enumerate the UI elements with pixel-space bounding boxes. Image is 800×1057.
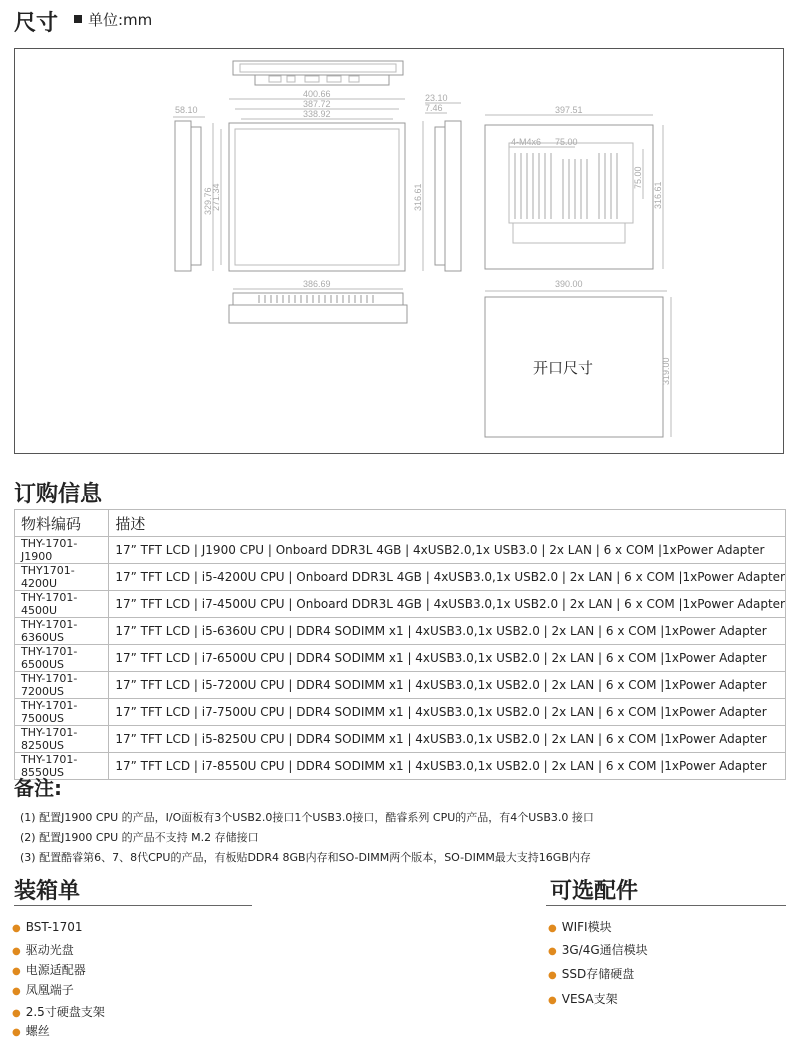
row-code: THY-1701-8250US: [15, 726, 109, 753]
dim-316b: 316.61: [653, 181, 663, 209]
table-row: [15, 618, 786, 645]
row-code: THY-1701-6360US: [15, 618, 109, 645]
unit-label: 单位:mm: [88, 11, 153, 29]
note-3: (3) 配置酷睿第6、7、8代CPU的产品，有板贴DDR4 8GB内存和SO-DIMM两个版本，SO-DIMM最大支持16GB内存: [20, 851, 591, 864]
dim-75v: 75.00: [633, 166, 643, 189]
list-item: ● 凤凰端子: [12, 983, 74, 997]
row-desc: 17” TFT LCD | i7-8550U CPU | DDR4 SODIMM x1 | 4xUSB3.0,1x USB2.0 | 2x LAN | 6 x COM |1xPower Adapter: [109, 753, 786, 780]
dimension-drawing: [14, 48, 784, 454]
table-row: [15, 645, 786, 672]
right-side-view: [413, 93, 461, 271]
dim-387: 387.72: [303, 99, 331, 109]
dot-icon: ●: [12, 966, 21, 977]
dim-390: 390.00: [555, 279, 583, 289]
order-title: 订购信息: [14, 482, 103, 507]
row-code: THY-1701-4500U: [15, 591, 109, 618]
row-desc: 17” TFT LCD | i5-6360U CPU | DDR4 SODIMM x1 | 4xUSB3.0,1x USB2.0 | 2x LAN | 6 x COM |1xPower Adapter: [109, 618, 786, 645]
dot-icon: ●: [12, 946, 21, 957]
dot-icon: ●: [12, 1008, 21, 1019]
dim-329: 329.76: [203, 187, 213, 215]
dim-75: 75.00: [555, 137, 578, 147]
row-code: THY-1701-6500US: [15, 645, 109, 672]
dim-271: 271.34: [211, 183, 221, 211]
list-item: ● 2.5寸硬盘支架: [12, 1005, 105, 1019]
dim-386: 386.69: [303, 279, 331, 289]
table-row: [15, 672, 786, 699]
table-row: [15, 591, 786, 618]
row-desc: 17” TFT LCD | i5-7200U CPU | DDR4 SODIMM x1 | 4xUSB3.0,1x USB2.0 | 2x LAN | 6 x COM |1xPower Adapter: [109, 672, 786, 699]
list-item: ● BST-1701: [12, 920, 83, 934]
row-code: THY-1701-7500US: [15, 699, 109, 726]
notes-title: 备注:: [14, 776, 62, 800]
dot-icon: ●: [12, 923, 21, 934]
row-desc: 17” TFT LCD | i7-6500U CPU | DDR4 SODIMM x1 | 4xUSB3.0,1x USB2.0 | 2x LAN | 6 x COM |1xPower Adapter: [109, 645, 786, 672]
note-2: (2) 配置J1900 CPU 的产品不支持 M.2 存储接口: [20, 831, 259, 844]
row-desc: 17” TFT LCD | J1900 CPU | Onboard DDR3L 4GB | 4xUSB2.0,1x USB3.0 | 2x LAN | 6 x COM |1xPower Adapter: [109, 537, 786, 564]
list-item: ● 3G/4G通信模块: [548, 943, 648, 957]
order-table: [14, 509, 786, 780]
left-side-view: [173, 105, 205, 271]
dim-397: 397.51: [555, 105, 583, 115]
dot-icon: ●: [12, 1027, 21, 1038]
dim-58: 58.10: [175, 105, 198, 115]
bottom-view: [229, 279, 407, 323]
row-desc: 17” TFT LCD | i7-4500U CPU | Onboard DDR3L 4GB | 4xUSB3.0,1x USB2.0 | 2x LAN | 6 x COM |1xPower Adapter: [109, 591, 786, 618]
accessories-title: 可选配件: [550, 879, 639, 904]
table-row: [15, 537, 786, 564]
cutout-label: 开口尺寸: [533, 359, 594, 377]
table-row: [15, 753, 786, 780]
dim-7: 7.46: [425, 103, 443, 113]
list-item: ● WIFI模块: [548, 920, 612, 934]
dot-icon: ●: [12, 986, 21, 997]
dim-319: 319.00: [661, 357, 671, 385]
header-desc: 描述: [109, 510, 786, 537]
packing-title: 装箱单: [14, 879, 81, 904]
technical-drawing: [15, 49, 783, 453]
dim-316a: 316.61: [413, 183, 423, 211]
row-desc: 17” TFT LCD | i5-8250U CPU | DDR4 SODIMM x1 | 4xUSB3.0,1x USB2.0 | 2x LAN | 6 x COM |1xPower Adapter: [109, 726, 786, 753]
row-code: THY-1701-7200US: [15, 672, 109, 699]
packing-divider: [14, 905, 252, 906]
header-code: 物料编码: [15, 510, 109, 537]
dimensions-title: 尺寸: [14, 11, 59, 36]
top-view: [233, 61, 403, 85]
list-item: ● VESA支架: [548, 992, 618, 1006]
dot-icon: ●: [548, 923, 557, 934]
dot-icon: ●: [548, 995, 557, 1006]
dim-400: 400.66: [303, 89, 331, 99]
accessories-divider: [546, 905, 786, 906]
dot-icon: ●: [548, 970, 557, 981]
row-desc: 17” TFT LCD | i7-7500U CPU | DDR4 SODIMM x1 | 4xUSB3.0,1x USB2.0 | 2x LAN | 6 x COM |1xPower Adapter: [109, 699, 786, 726]
dim-23: 23.10: [425, 93, 448, 103]
note-1: (1) 配置J1900 CPU 的产品，I/O面板有3个USB2.0接口1个USB3.0接口，酷睿系列 CPU的产品，有4个USB3.0 接口: [20, 811, 594, 824]
list-item: ● 驱动光盘: [12, 943, 74, 957]
square-bullet-icon: [74, 15, 82, 23]
rear-view: [485, 105, 663, 269]
dim-4m: 4-M4x6: [511, 137, 542, 147]
front-view: [203, 89, 405, 271]
dot-icon: ●: [548, 946, 557, 957]
table-row: [15, 564, 786, 591]
row-code: THY-1701-J1900: [15, 537, 109, 564]
row-desc: 17” TFT LCD | i5-4200U CPU | Onboard DDR3L 4GB | 4xUSB3.0,1x USB2.0 | 2x LAN | 6 x COM |1xPower Adapter: [109, 564, 786, 591]
list-item: ● 电源适配器: [12, 963, 86, 977]
list-item: ● 螺丝: [12, 1024, 50, 1038]
row-code: THY1701-4200U: [15, 564, 109, 591]
table-row: [15, 699, 786, 726]
row-code: THY-1701-8550US: [15, 753, 109, 780]
list-item: ● SSD存储硬盘: [548, 967, 635, 981]
dim-338: 338.92: [303, 109, 331, 119]
table-header-row: [15, 510, 786, 537]
table-row: [15, 726, 786, 753]
